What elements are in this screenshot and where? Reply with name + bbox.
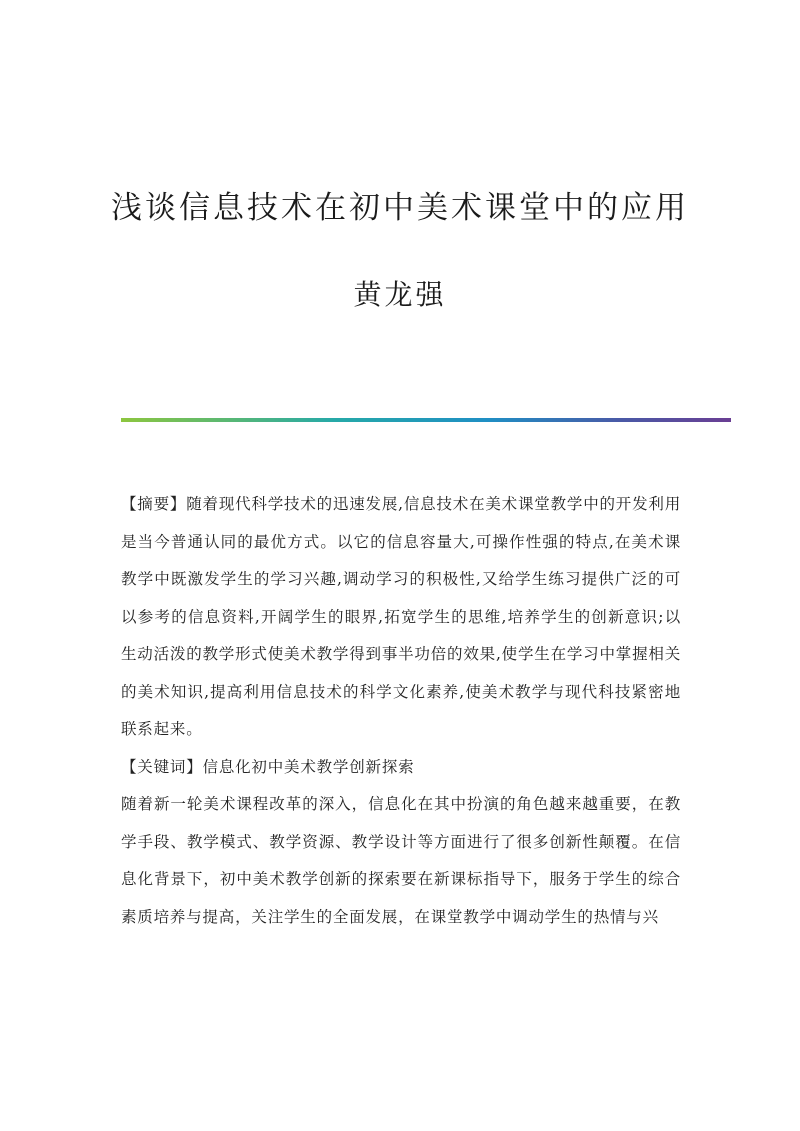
author-name: 黄龙强 <box>353 278 447 311</box>
keywords-text: 信息化初中美术教学创新探索 <box>202 757 415 776</box>
abstract-text: 随着现代科学技术的迅速发展,信息技术在美术课堂教学中的开发利用是当今普通认同的最优方式。以它的信息容量大,可操作性强的特点,在美术课教学中既激发学生的学习兴趣,调动学习的积极性,又给学生练习提供广泛的可以参考的信息资料,开阔学生的眼界,拓宽学生的思维,培养学生的创新意识;以生动活泼的教学形式使美术教学得到事半功倍的效果,使学生在学习中掌握相关的美术知识,提高利用信息技术的科学文化素养,使美术教学与现代科技紧密地联系起来。 <box>121 495 682 738</box>
abstract-paragraph <box>121 486 681 749</box>
body-paragraph: 随着新一轮美术课程改革的深入，信息化在其中扮演的角色越来越重要，在教学手段、教学模式、教学资源、教学设计等方面进行了很多创新性颠覆。在信息化背景下，初中美术教学创新的探索要在新课标指导下，服务于学生的综合素质培养与提高，关注学生的全面发展，在课堂教学中调动学生的热情与兴 <box>121 795 681 926</box>
gradient-divider <box>121 418 731 422</box>
keywords-paragraph <box>121 749 681 787</box>
abstract-tag: 【摘要】 <box>121 495 187 513</box>
body-text <box>121 486 681 936</box>
keywords-tag: 【关键词】 <box>121 757 203 776</box>
document-title: 浅谈信息技术在初中美术课堂中的应用 <box>111 190 689 226</box>
